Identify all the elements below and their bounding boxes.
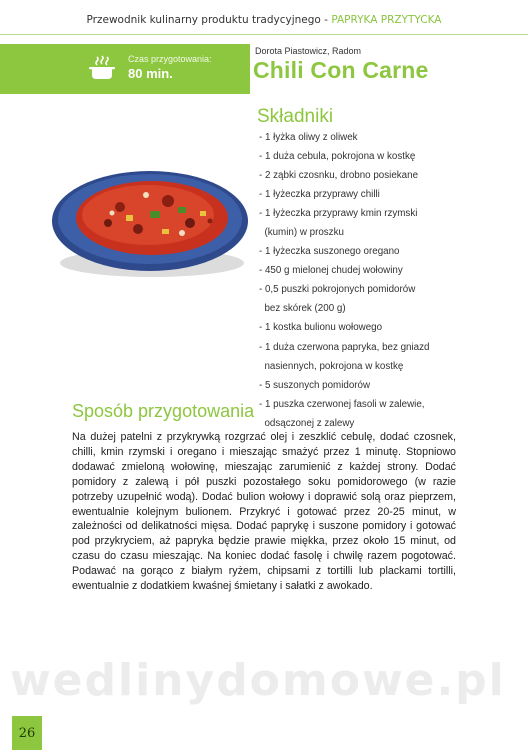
cooking-pot-icon	[88, 54, 116, 80]
ingredient-item: - 1 duża czerwona papryka, bez gniazd	[259, 341, 430, 353]
ingredient-item: - 1 duża cebula, pokrojona w kostkę	[259, 151, 416, 163]
ingredient-item: - 1 łyżeczka suszonego oregano	[259, 246, 400, 258]
ingredient-item: - 1 łyżka oliwy z oliwek	[259, 132, 358, 143]
recipe-author: Dorota Piastowicz, Radom	[255, 46, 362, 56]
chili-dish-photo	[50, 163, 253, 283]
ingredient-item: - 5 suszonych pomidorów	[259, 379, 371, 391]
ingredient-item: - 1 łyżeczka przyprawy kmin rzymski	[259, 208, 418, 220]
ingredient-item: - 1 łyżeczka przyprawy chilli	[259, 189, 380, 201]
prep-time-label: Czas przygotowania:	[128, 54, 212, 64]
product-name: PAPRYKA PRZYTYCKA	[331, 14, 442, 26]
page-number-box	[12, 716, 42, 750]
watermark: wedlinydomowe.pl	[10, 655, 506, 706]
recipe-title: Chili Con Carne	[253, 57, 429, 83]
ingredient-item: - 1 kostka bulionu wołowego	[259, 322, 383, 334]
prep-time-value: 80 min.	[128, 66, 173, 81]
ingredient-item: bez skórek (200 g)	[259, 303, 346, 315]
ingredient-item: nasiennych, pokrojona w kostkę	[259, 360, 404, 372]
guide-header	[0, 14, 528, 26]
ingredient-item: - 1 puszka czerwonej fasoli w zalewie,	[259, 398, 425, 410]
preparation-heading: Sposób przygotowania	[72, 401, 255, 421]
prep-time-panel	[0, 44, 250, 94]
preparation-text: Na dużej patelni z przykrywką rozgrzać olej i zeszklić cebulę, dodać czosnek, chilli, kmin rzymski i oregano i mieszając smażyć przez 1 minutę. Stopniowo dodawać zmieloną wołowinę, mieszając zarumienić z każdej strony. Dodać pomidory z zalewą i pół puszki pozostałego soku pomidorowego (w razie potrzeby uzupełnić wodą). Dodać bulion wołowy i doprawić solą oraz pieprzem, ewentualnie kolejnym bulionem. Przykryć i gotować przez 20-25 minut, w zależności od delikatności mięsa. Dodać paprykę i suszone pomidory i gotować pod przykryciem, aż papryka będzie prawie miękka, przez około 15 minut, od czasu do czasu mieszając. Na koniec dodać fasolę i chwilę razem pogotować. Podawać na gorąco z białym ryżem, chipsami z tortilli lub plackami tortilli, ewentualnie z dodatkiem kwaśnej śmietany i sałatki z awokado.	[72, 431, 456, 593]
guide-title: Przewodnik kulinarny produktu tradycyjnego -	[86, 14, 332, 26]
ingredient-item: - 2 ząbki czosnku, drobno posiekane	[259, 170, 419, 182]
ingredients-list	[259, 128, 499, 433]
header-divider	[0, 34, 528, 35]
page-number: 26	[18, 726, 36, 741]
ingredient-item: - 0,5 puszki pokrojonych pomidorów	[259, 284, 416, 296]
ingredient-item: odsączonej z zalewy	[259, 417, 355, 429]
ingredient-item: - 450 g mielonej chudej wołowiny	[259, 265, 403, 277]
ingredient-item: (kumin) w proszku	[259, 227, 344, 239]
ingredients-heading: Składniki	[257, 106, 334, 127]
